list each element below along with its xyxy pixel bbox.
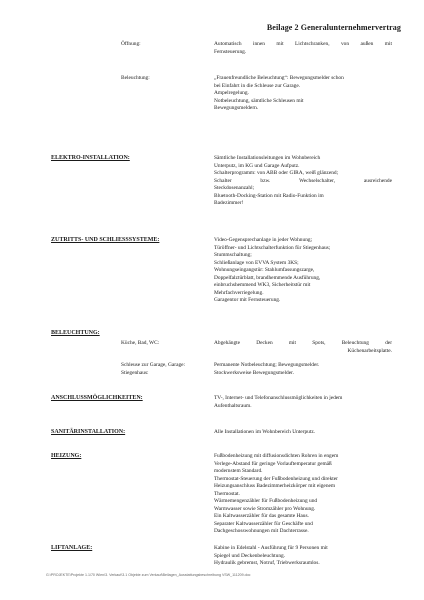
heading-lift: LIFTANLAGE: (51, 545, 93, 551)
text-line: Schalter bzw. Wechselschalter, ausreichende (214, 177, 392, 184)
text-line: „Frauenfreundliche Beleuchtung“: Bewegungsmelder schon (214, 75, 344, 81)
heading-elektro: ELEKTRO-INSTALLATION: (51, 155, 130, 161)
text-line: Abgehängte Decken mit Spots, Beleuchtung der (214, 340, 392, 346)
heading-sanitaer: SANITÄRINSTALLATION: (51, 429, 126, 435)
text-line: Wohnungseingangstür: Stahlumfassungszarge, (214, 267, 315, 273)
text-oeffnung (214, 41, 392, 56)
text-anschluss (214, 395, 392, 410)
text-line: Thermostat. (214, 490, 240, 497)
text-line: Stockwerksweise Bewegungsmelder. (214, 369, 294, 376)
text-schleuse-stiegenhaus (214, 362, 392, 377)
text-line: Warmwasser sowie Stromzähler pro Wohnung. (214, 505, 316, 512)
text-line: Spiegel und Deckenbeleuchtung. (214, 552, 286, 559)
text-elektro (214, 155, 392, 208)
heading-beleuchtung: BELEUCHTUNG: (51, 330, 100, 336)
text-line: Bluetooth-Docking-Station mit Radio-Funktion im (214, 192, 324, 199)
text-line: Doppelfalztürblatt, brandhemmende Ausführung, (214, 274, 321, 281)
text-line: Separater Kaltwasserzähler für Geschäfte und (214, 520, 313, 527)
text-line: Fernsteuerung. (214, 48, 247, 55)
text-line: Verlege-Abstand für geringe Vorlauftemperatur gemäß (214, 460, 332, 467)
text-line: Schalterprogramm: von ABB oder GIRA, weiß glänzend; (214, 170, 339, 176)
text-line: Mehrfachverriegelung. (214, 289, 264, 296)
text-zutritt (214, 237, 392, 305)
text-line: Bewegungsmeldern. (214, 105, 259, 111)
text-line: Alle Installationen im Wohnbereich Unterputz. (214, 429, 316, 435)
text-line: Notbeleuchtung, sämtliche Schleusen mit (214, 97, 304, 104)
text-line: Permanente Notbeleuchtung; Bewegungsmelder. (214, 362, 320, 368)
text-kueche-bad-wc (214, 340, 392, 355)
text-line: Fußbodenheizung mit diffusionsdichten Rohren in engem (214, 453, 339, 459)
text-line: Dachgeschosswohnungen mit Dachterrasse. (214, 528, 309, 534)
text-sanitaer (214, 429, 392, 437)
label-kueche-bad-wc: Küche, Bad, WC: (121, 340, 160, 346)
text-line: Schließanlage von EVVA System 3KS; (214, 259, 299, 266)
label-oeffnung: Öffnung: (121, 41, 141, 47)
text-lift (214, 545, 392, 568)
text-line: Video-Gegensprechanlage in jeder Wohnung; (214, 237, 313, 243)
text-line: Heizungsanschluss Badezimmerheizkörper mit eigenem (214, 483, 336, 489)
text-line: Unterputz, im KG und Garage Aufputz. (214, 162, 300, 169)
text-line: Stummschaltung; (214, 252, 252, 258)
text-line: Küchenarbeitsplatte. (347, 347, 392, 354)
text-line: Aufenthaltsraum. (214, 402, 252, 409)
text-line: Wärmemengenzähler für Fußbodenheizung und (214, 498, 318, 504)
label-stiegenhaus: Stiegenhaus: (121, 370, 149, 376)
text-line: modernstem Standard. (214, 468, 263, 474)
text-line: einbruchshemmend WK3, Sicherheitstür mit (214, 282, 311, 288)
text-beleuchtung-garage (214, 75, 392, 113)
text-line: Garagentor mit Fernsteuerung. (214, 297, 281, 303)
heading-zutritt: ZUTRITTS- UND SCHLIESSSYSTEME: (51, 237, 160, 243)
text-line: Hydraulik gebremst, Notruf, Triebwerksraumlos. (214, 560, 320, 566)
text-line: Steckdosenanzahl; (214, 185, 255, 191)
text-heizung (214, 453, 392, 536)
text-line: Ein Kaltwasserzähler für das gesamte Haus. (214, 513, 309, 519)
heading-anschluss: ANSCHLUSSMÖGLICHKEITEN: (51, 395, 143, 401)
document-title: Beilage 2 Generalunternehmervertrag (266, 23, 401, 32)
text-line: Automatisch innen mit Lichtschranken, von außen mit (214, 41, 392, 47)
text-line: bei Einfahrt in die Schleuse zur Garage. (214, 82, 301, 89)
text-line: TV-, Internet- und Telefonanschlussmöglichkeiten in jedem (214, 395, 343, 401)
label-beleuchtung-garage: Beleuchtung: (121, 75, 150, 81)
text-line: Sämtliche Installationsleitungen im Wohnbereich (214, 155, 321, 161)
heading-heizung: HEIZUNG: (51, 453, 82, 459)
text-line: Türöffner- und Lichtschalterfunktion für Stiegenhaus; (214, 244, 331, 251)
text-line: Ampelregelung. (214, 90, 249, 96)
footer-file-path: G:\PROJEKTE\Projekte 1.1\70 Wien\3. Verkauf\3.1 Objekte zum Verkauf\Beilagen_Ausstattungsbeschreibung VSW_111209.doc (46, 573, 251, 577)
text-line: Badezimmer! (214, 200, 244, 206)
text-line: Thermostat-Steuerung der Fußbodenheizung und direkter (214, 475, 338, 482)
label-schleuse-garage: Schleuse zur Garage, Garage: (121, 362, 186, 368)
text-line: Kabine in Edelstahl - Ausführung für 9 Personen mit (214, 545, 328, 551)
